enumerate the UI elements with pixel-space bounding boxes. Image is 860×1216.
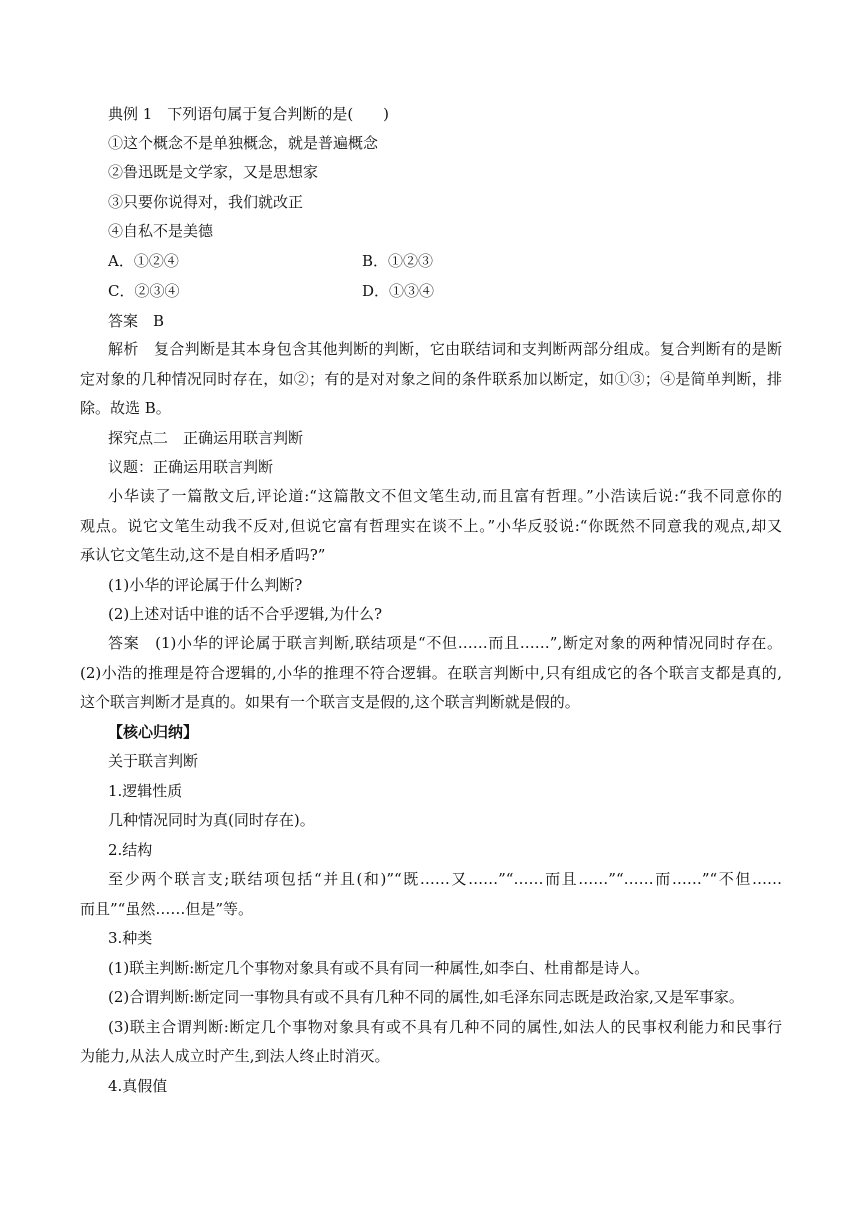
- kind-3: 为能力,从法人成立时产生,到法人终止时消灭。: [80, 1047, 390, 1065]
- material-line: 承认它文笔生动,这不是自相矛盾吗?”: [80, 546, 326, 564]
- answer-line: (2)小浩的推理是符合逻辑的,小华的推理不符合逻辑。在联言判断中,只有组成它的各个联言支都是真的,: [80, 664, 782, 682]
- kind-2: (2)合谓判断:断定同一事物具有或不具有几种不同的属性,如毛泽东同志既是政治家,又是军事家。: [108, 988, 744, 1006]
- example-title: 典例 1 下列语句属于复合判断的是( ): [108, 105, 390, 123]
- summary-heading-2: 2.结构: [108, 841, 153, 859]
- answer-line: 这个联言判断才是真的。如果有一个联言支是假的,这个联言判断就是假的。: [80, 693, 580, 711]
- question-2: (2)上述对话中谁的话不合乎逻辑,为什么?: [108, 605, 383, 623]
- statement-4: ④自私不是美德: [108, 222, 214, 240]
- option-d: D．①③④: [362, 282, 435, 300]
- question-1: (1)小华的评论属于什么判断?: [108, 576, 303, 594]
- statement-1: ①这个概念不是单独概念，就是普遍概念: [108, 134, 379, 152]
- analysis-line: 除。故选 B。: [80, 399, 171, 417]
- option-a: A．①②④: [108, 252, 179, 270]
- summary-text-2: 而且”“虽然……但是”等。: [80, 900, 254, 918]
- summary-heading-1: 1.逻辑性质: [108, 782, 183, 800]
- material-line: 观点。说它文笔生动我不反对,但说它富有哲理实在谈不上。”小华反驳说:“你既然不同意我的观点,却又: [80, 517, 782, 535]
- kind-1: (1)联主判断:断定几个事物对象具有或不具有同一种属性,如李白、杜甫都是诗人。: [108, 959, 650, 977]
- summary-heading: 【核心归纳】: [108, 723, 199, 741]
- example-answer: 答案 B: [108, 312, 165, 330]
- answer-line: 答案 (1)小华的评论属于联言判断,联结项是“不但……而且……”,断定对象的两种情况同时存在。: [108, 634, 782, 652]
- summary-text-1: 几种情况同时为真(同时存在)。: [108, 811, 315, 829]
- kind-3: (3)联主合谓判断:断定几个事物对象具有或不具有几种不同的属性,如法人的民事权利能力和民事行: [108, 1018, 782, 1036]
- analysis-line: 定对象的几种情况同时存在，如②；有的是对对象之间的条件联系加以断定，如①③；④是简单判断，排: [80, 370, 782, 388]
- analysis-line: 解析 复合判断是其本身包含其他判断的判断，它由联结词和支判断两部分组成。复合判断有的是断: [108, 340, 782, 358]
- option-b: B．①②③: [362, 252, 434, 270]
- section-topic: 议题：正确运用联言判断: [108, 458, 274, 476]
- option-c: C．②③④: [108, 282, 180, 300]
- summary-heading-4: 4.真假值: [108, 1077, 168, 1095]
- statement-3: ③只要你说得对，我们就改正: [108, 193, 304, 211]
- statement-2: ②鲁迅既是文学家，又是思想家: [108, 163, 319, 181]
- section-title: 探究点二 正确运用联言判断: [108, 429, 304, 447]
- summary-subject: 关于联言判断: [108, 752, 199, 770]
- material-line: 小华读了一篇散文后,评论道:“这篇散文不但文笔生动,而且富有哲理。”小浩读后说:“我不同意你的: [108, 487, 782, 505]
- summary-text-2: 至少两个联言支;联结项包括“并且(和)”“既……又……”“……而且……”“……而……”“不但……: [108, 870, 782, 888]
- summary-heading-3: 3.种类: [108, 929, 153, 947]
